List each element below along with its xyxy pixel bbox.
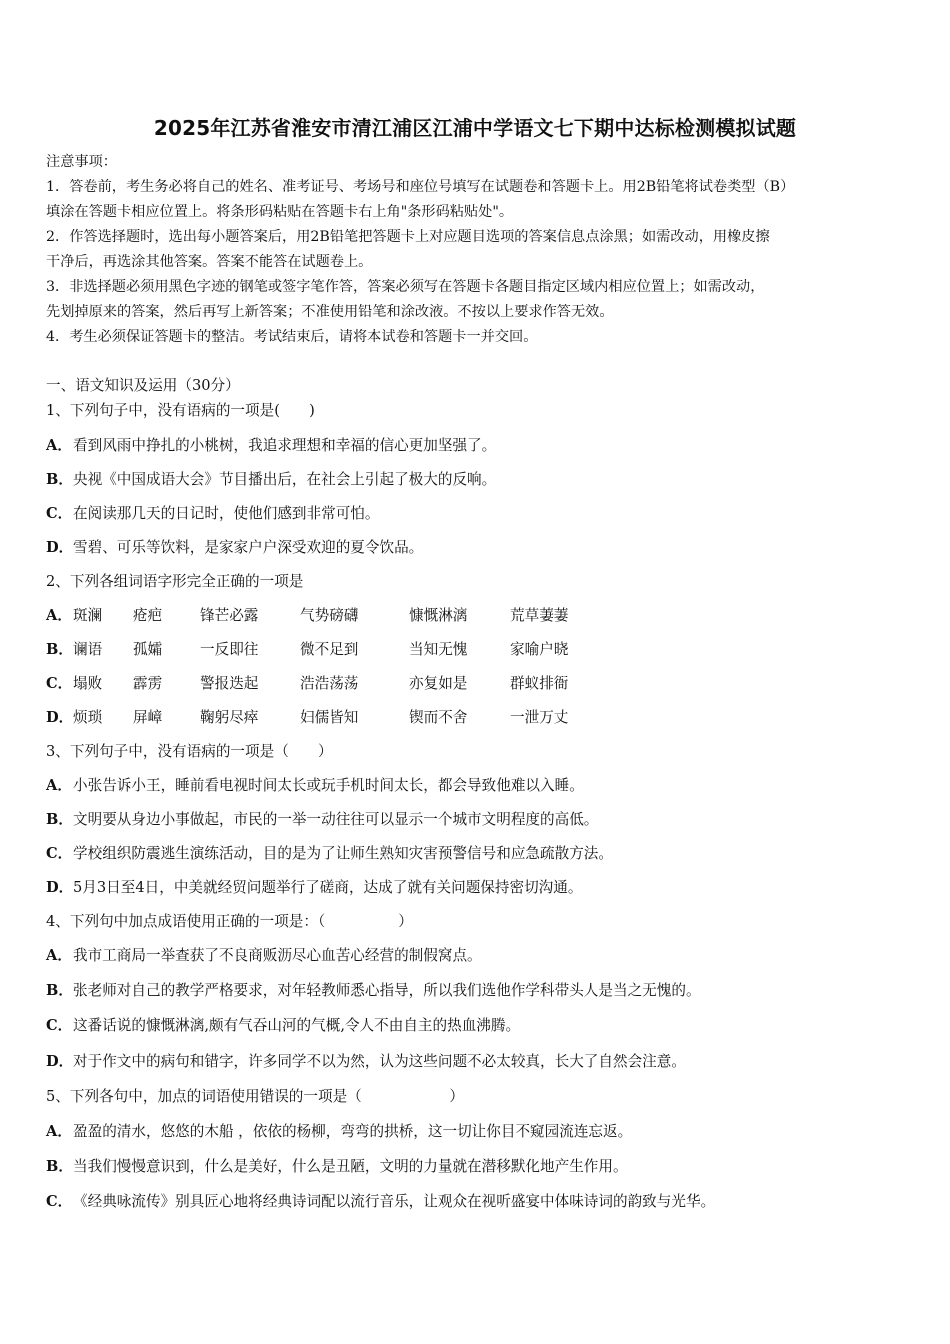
q3-option-a [46, 776, 906, 796]
option-letter: B． [46, 811, 73, 828]
option-word: 警报迭起 [200, 675, 259, 692]
section-heading: 一、语文知识及运用（30分） [46, 377, 240, 394]
notice-line: 1．答卷前，考生务必将自己的姓名、准考证号、考场号和座位号填写在试题卷和答题卡上。用2B铅笔将试卷类型（B） [46, 179, 795, 195]
option-text: 当我们慢慢意识到，什么是美好，什么是丑陋，文明的力量就在潜移默化地产生作用。 [73, 1158, 628, 1175]
q4-option-a [46, 946, 906, 966]
option-word: 当知无愧 [409, 641, 468, 658]
option-text: 对于作文中的病句和错字，许多同学不以为然，认为这些问题不必太较真，长大了自然会注意。 [73, 1053, 686, 1070]
notice-line: 先划掉原来的答案，然后再写上新答案；不准使用铅笔和涂改液。不按以上要求作答无效。 [46, 304, 614, 320]
option-text: 这番话说的慷慨淋漓,颇有气吞山河的气概,令人不由自主的热血沸腾。 [73, 1017, 521, 1034]
q1-option-d [46, 538, 906, 558]
option-word: 一反即往 [200, 641, 259, 658]
option-word: 妇儒皆知 [300, 709, 359, 726]
option-word: 荒草萋萋 [510, 607, 569, 624]
option-word: 慷慨淋漓 [409, 607, 468, 624]
option-word: 一泄万丈 [510, 709, 569, 726]
question-3-stem: 3、下列句子中，没有语病的一项是（ ） [46, 743, 333, 760]
option-text: 小张告诉小王，睡前看电视时间太长或玩手机时间太长，都会导致他难以入睡。 [73, 777, 584, 794]
option-letter: B． [46, 982, 73, 999]
q3-option-d [46, 878, 906, 898]
notice-line: 填涂在答题卡相应位置上。将条形码粘贴在答题卡右上角"条形码粘贴处"。 [46, 204, 514, 220]
option-letter: D． [46, 709, 74, 726]
option-text: 我市工商局一举查获了不良商贩沥尽心血苦心经营的制假窝点。 [73, 947, 482, 964]
option-letter: C． [46, 1017, 73, 1034]
option-text: 学校组织防震逃生演练活动，目的是为了让师生熟知灾害预警信号和应急疏散方法。 [73, 845, 613, 862]
option-letter: C． [46, 505, 73, 522]
option-word: 微不足到 [300, 641, 359, 658]
option-letter: C． [46, 1193, 73, 1210]
option-word: 浩浩荡荡 [300, 675, 359, 692]
option-letter: A． [46, 777, 72, 794]
option-text: 央视《中国成语大会》节目播出后，在社会上引起了极大的反响。 [73, 471, 497, 488]
option-text: 看到风雨中挣扎的小桃树，我追求理想和幸福的信心更加坚强了。 [73, 437, 497, 454]
option-word: 孤孀 [133, 641, 163, 658]
option-word: 烦琐 [73, 709, 103, 726]
notice-line: 干净后，再选涂其他答案。答案不能答在试题卷上。 [46, 254, 373, 270]
question-5-stem: 5、下列各句中，加点的词语使用错误的一项是（ ） [46, 1088, 464, 1105]
q5-option-b [46, 1157, 906, 1177]
option-text: 在阅读那几天的日记时，使他们感到非常可怕。 [73, 505, 380, 522]
q1-option-c [46, 504, 906, 524]
option-letter: D． [46, 879, 74, 896]
option-word: 锲而不舍 [409, 709, 468, 726]
option-word: 霹雳 [133, 675, 163, 692]
option-word: 锋芒必露 [200, 607, 259, 624]
option-word: 亦复如是 [409, 675, 468, 692]
option-letter: B． [46, 1158, 73, 1175]
notice-line: 4．考生必须保证答题卡的整洁。考试结束后，请将本试卷和答题卡一并交回。 [46, 329, 538, 345]
q4-option-d [46, 1052, 906, 1072]
option-letter: A． [46, 437, 72, 454]
option-letter: B． [46, 471, 73, 488]
option-letter: C． [46, 845, 73, 862]
q5-option-c [46, 1192, 906, 1212]
notice-line: 3．非选择题必须用黑色字迹的钢笔或签字笔作答，答案必须写在答题卡各题目指定区域内相应位置上；如需改动， [46, 279, 765, 295]
option-word: 塌败 [73, 675, 103, 692]
option-text: 5月3日至4日，中美就经贸问题举行了磋商，达成了就有关问题保持密切沟通。 [73, 879, 583, 896]
option-text: 《经典咏流传》别具匠心地将经典诗词配以流行音乐，让观众在视听盛宴中体味诗词的韵致与光华。 [73, 1193, 716, 1210]
option-word: 鞠躬尽瘁 [200, 709, 259, 726]
option-letter: B． [46, 641, 73, 658]
option-word: 疮疤 [133, 607, 163, 624]
notice-heading: 注意事项： [46, 154, 117, 170]
q5-option-a [46, 1122, 906, 1142]
q4-option-b [46, 981, 906, 1001]
option-word: 谰语 [73, 641, 103, 658]
notice-line: 2．作答选择题时，选出每小题答案后，用2B铅笔把答题卡上对应题目选项的答案信息点涂黑；如需改动，用橡皮擦 [46, 229, 770, 245]
option-word: 斑澜 [73, 607, 103, 624]
option-word: 群蚁排衙 [510, 675, 569, 692]
option-word: 家喻户晓 [510, 641, 569, 658]
q4-option-c [46, 1016, 906, 1036]
q1-option-a [46, 436, 906, 456]
option-word: 气势磅礴 [300, 607, 359, 624]
option-letter: D． [46, 539, 74, 556]
exam-title: 2025年江苏省淮安市清江浦区江浦中学语文七下期中达标检测模拟试题 [153, 116, 797, 140]
option-letter: D． [46, 1053, 74, 1070]
question-2-stem: 2、下列各组词语字形完全正确的一项是 [46, 573, 304, 590]
option-letter: A． [46, 1123, 72, 1140]
option-text: 盈盈的清水，悠悠的木船 ，依依的杨柳，弯弯的拱桥，这一切让你目不窥园流连忘返。 [73, 1123, 633, 1140]
option-letter: A． [46, 607, 72, 624]
q3-option-c [46, 844, 906, 864]
option-word: 屏嶂 [133, 709, 163, 726]
option-letter: A． [46, 947, 72, 964]
option-text: 雪碧、可乐等饮料，是家家户户深受欢迎的夏令饮品。 [73, 539, 424, 556]
question-1-stem: 1、下列句子中，没有语病的一项是( ) [46, 402, 315, 419]
q1-option-b [46, 470, 906, 490]
question-4-stem: 4、下列句中加点成语使用正确的一项是：（ ） [46, 913, 413, 930]
q3-option-b [46, 810, 906, 830]
option-text: 张老师对自己的教学严格要求，对年轻教师悉心指导，所以我们选他作学科带头人是当之无愧的。 [73, 982, 701, 999]
option-text: 文明要从身边小事做起，市民的一举一动往往可以显示一个城市文明程度的高低。 [73, 811, 599, 828]
option-letter: C． [46, 675, 73, 692]
